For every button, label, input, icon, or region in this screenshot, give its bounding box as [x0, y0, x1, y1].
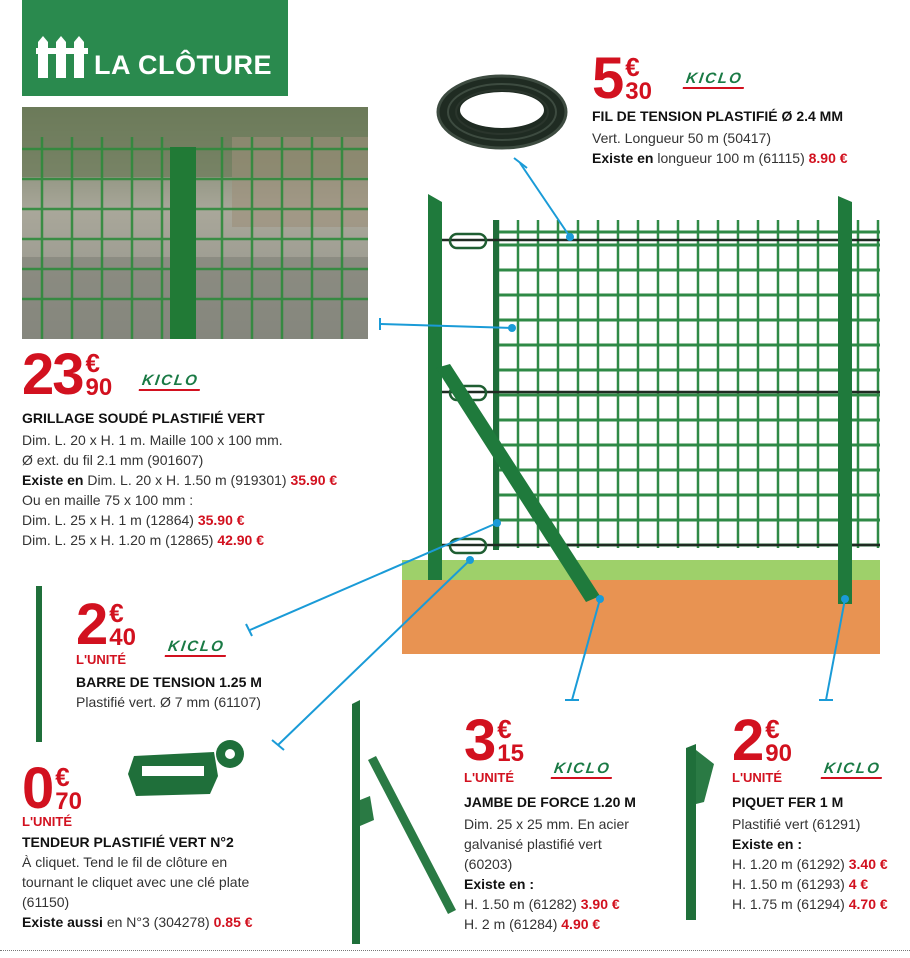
- piquet-price: [732, 708, 792, 773]
- brand-logo: KICLO: [165, 638, 228, 657]
- tendeur-price: [22, 756, 82, 821]
- grillage-title: GRILLAGE SOUDÉ PLASTIFIÉ VERT: [22, 410, 265, 426]
- piquet-unit: L'UNITÉ: [732, 770, 783, 785]
- brand-logo: KICLO: [551, 760, 614, 779]
- price-integer: 2: [76, 592, 107, 657]
- fil-description: Vert. Longueur 50 m (50417) Existe en longueur 100 m (61115) 8.90 €: [592, 130, 848, 166]
- price-cents: 90: [85, 374, 113, 401]
- brand-logo: KICLO: [683, 70, 746, 89]
- tensioner-image: [122, 736, 252, 810]
- tendeur-title: TENDEUR PLASTIFIÉ VERT N°2: [22, 834, 234, 850]
- section-title: LA CLÔTURE: [94, 50, 272, 80]
- jambe-price: [464, 708, 524, 773]
- price-cents: 70: [55, 788, 82, 815]
- price-currency: €: [85, 348, 100, 378]
- jambe-title: JAMBE DE FORCE 1.20 M: [464, 794, 636, 810]
- barre-title: BARRE DE TENSION 1.25 M: [76, 674, 262, 690]
- grillage-description: Dim. L. 20 x H. 1 m. Maille 100 x 100 mm. Ø ext. du fil 2.1 mm (901607) Existe en Dim. L. 20 x H. 1.50 m (919301) 35.90 € Ou en maille 75 x 100 mm : Dim. L. 25 x H. 1 m (12864) 35.90 € Dim. L. 25 x H. 1.20 m (12865) 42.90 €: [22, 432, 338, 548]
- price-currency: €: [109, 598, 124, 628]
- price-integer: 5: [592, 46, 623, 111]
- price-currency: €: [765, 714, 780, 744]
- barre-price: [76, 592, 136, 657]
- tendeur-unit: L'UNITÉ: [22, 814, 73, 829]
- brand-logo: KICLO: [139, 372, 202, 391]
- price-integer: 3: [464, 708, 495, 773]
- brace-image: [346, 700, 456, 944]
- price-cents: 15: [497, 740, 524, 767]
- barre-description: Plastifié vert. Ø 7 mm (61107): [76, 694, 261, 710]
- price-integer: 23: [22, 342, 83, 407]
- piquet-title: PIQUET FER 1 M: [732, 794, 844, 810]
- fil-title: FIL DE TENSION PLASTIFIÉ Ø 2.4 MM: [592, 108, 843, 124]
- price-cents: 30: [625, 78, 652, 105]
- price-currency: €: [55, 762, 70, 792]
- stake-image: [678, 744, 722, 920]
- price-currency: €: [497, 714, 512, 744]
- brand-logo: KICLO: [821, 760, 884, 779]
- barre-unit: L'UNITÉ: [76, 652, 127, 667]
- price-currency: €: [625, 52, 640, 82]
- jambe-unit: L'UNITÉ: [464, 770, 515, 785]
- price-integer: 2: [732, 708, 763, 773]
- fil-price: [592, 46, 652, 111]
- tendeur-description: À cliquet. Tend le fil de clôture en tournant le cliquet avec une clé plate (61150) Existe aussi en N°3 (304278) 0.85 €: [22, 854, 253, 930]
- bottom-divider: [0, 950, 910, 951]
- piquet-description: Plastifié vert (61291) Existe en : H. 1.20 m (61292) 3.40 € H. 1.50 m (61293) 4 € H. 1.75 m (61294) 4.70 €: [732, 816, 888, 912]
- tension-bar-image: [32, 586, 46, 742]
- price-cents: 40: [109, 624, 136, 651]
- jambe-description: Dim. 25 x 25 mm. En acier galvanisé plastifié vert (60203) Existe en : H. 1.50 m (61282) 3.90 € H. 2 m (61284) 4.90 €: [464, 816, 629, 932]
- price-cents: 90: [765, 740, 792, 767]
- price-integer: 0: [22, 756, 53, 821]
- grillage-price: [22, 342, 113, 407]
